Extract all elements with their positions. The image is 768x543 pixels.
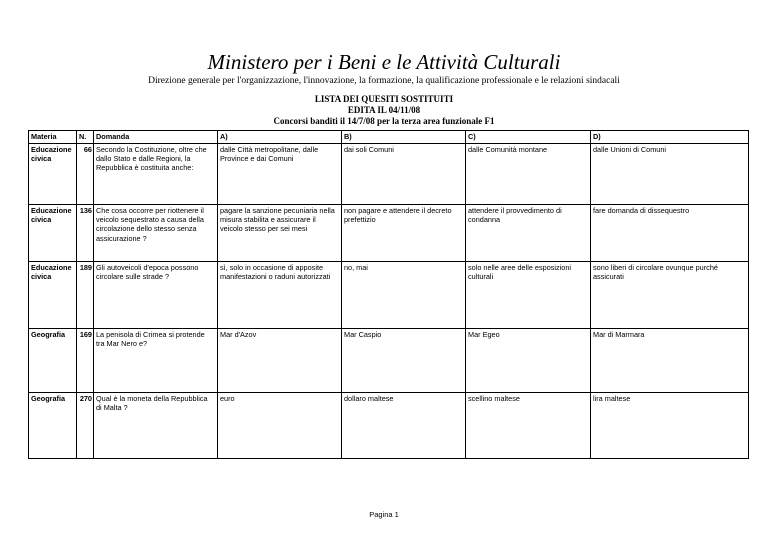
cell-answer-d: lira maltese	[591, 393, 749, 459]
table-row	[29, 144, 749, 205]
page-title: Ministero per i Beni e le Attività Culturali	[207, 50, 561, 74]
edition-date-heading: EDITA IL 04/11/08	[347, 105, 421, 115]
cell-answer-d: dalle Unioni di Comuni	[591, 144, 749, 205]
cell-answer-b: dai soli Comuni	[342, 144, 466, 205]
column-header-a: A)	[218, 131, 342, 144]
cell-answer-c: solo nelle aree delle esposizioni culturali	[466, 262, 591, 329]
column-header-domanda: Domanda	[94, 131, 218, 144]
cell-materia: Geografia	[29, 393, 77, 459]
cell-materia: Educazione civica	[29, 262, 77, 329]
cell-answer-a: dalle Città metropolitane, dalle Province e dai Comuni	[218, 144, 342, 205]
column-header-num: N.	[77, 131, 94, 144]
cell-domanda: Gli autoveicoli d'epoca possono circolare sulle strade ?	[94, 262, 218, 329]
cell-materia: Educazione civica	[29, 205, 77, 262]
column-header-b: B)	[342, 131, 466, 144]
cell-domanda: Secondo la Costituzione, oltre che dallo Stato e dalle Regioni, la Repubblica è costituita anche:	[94, 144, 218, 205]
column-header-d: D)	[591, 131, 749, 144]
cell-answer-b: no, mai	[342, 262, 466, 329]
cell-answer-c: dalle Comunità montane	[466, 144, 591, 205]
cell-materia: Educazione civica	[29, 144, 77, 205]
table-row	[29, 329, 749, 393]
cell-domanda: Qual è la moneta della Repubblica di Malta ?	[94, 393, 218, 459]
table-row	[29, 262, 749, 329]
cell-answer-d: sono liberi di circolare ovunque purché assicurati	[591, 262, 749, 329]
page-number: Pagina 1	[369, 510, 399, 519]
cell-answer-a: pagare la sanzione pecuniaria nella misura stabilita e assicurare il veicolo stesso per sei mesi	[218, 205, 342, 262]
cell-answer-b: non pagare e attendere il decreto prefettizio	[342, 205, 466, 262]
cell-num: 136	[77, 205, 94, 262]
cell-answer-b: Mar Caspio	[342, 329, 466, 393]
cell-num: 189	[77, 262, 94, 329]
cell-answer-a: euro	[218, 393, 342, 459]
cell-num: 270	[77, 393, 94, 459]
cell-answer-c: scellino maltese	[466, 393, 591, 459]
cell-answer-d: Mar di Marmara	[591, 329, 749, 393]
column-header-materia: Materia	[29, 131, 77, 144]
table-row	[29, 205, 749, 262]
list-heading: LISTA DEI QUESITI SOSTITUITI	[314, 94, 454, 104]
cell-domanda: Che cosa occorre per riottenere il veicolo sequestrato a causa della circolazione dello stesso senza assicurazione ?	[94, 205, 218, 262]
questions-table	[28, 130, 749, 459]
cell-answer-d: fare domanda di dissequestro	[591, 205, 749, 262]
cell-answer-c: attendere il provvedimento di condanna	[466, 205, 591, 262]
cell-domanda: La penisola di Crimea si protende tra Mar Nero e?	[94, 329, 218, 393]
page-subtitle: Direzione generale per l'organizzazione, l'innovazione, la formazione, la qualificazione professionale e le relazioni sindacali	[148, 76, 620, 86]
cell-answer-b: dollaro maltese	[342, 393, 466, 459]
cell-answer-c: Mar Egeo	[466, 329, 591, 393]
cell-materia: Geografia	[29, 329, 77, 393]
cell-num: 66	[77, 144, 94, 205]
column-header-c: C)	[466, 131, 591, 144]
table-row	[29, 393, 749, 459]
cell-answer-a: sì, solo in occasione di apposite manifestazioni o raduni autorizzati	[218, 262, 342, 329]
cell-answer-a: Mar d'Azov	[218, 329, 342, 393]
table-header-row	[29, 131, 749, 144]
cell-num: 169	[77, 329, 94, 393]
competition-heading: Concorsi banditi il 14/7/08 per la terza area funzionale F1	[273, 116, 495, 126]
